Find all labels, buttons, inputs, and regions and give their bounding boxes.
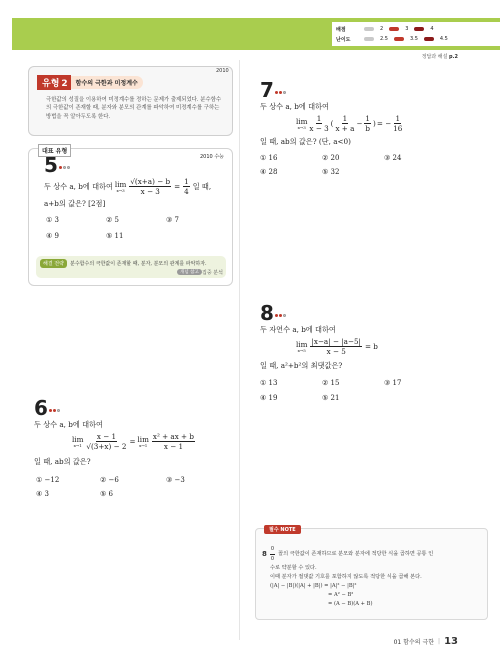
q6-option-1[interactable]: ① −12 [36,476,60,484]
q8-option-3[interactable]: ③ 17 [384,379,402,387]
q7-formula: lim x→3 $\frac{1}{x - 3}$ ( $\frac{1}{x + a}$ − $\frac{1}{b}$ ) = − $\frac{1}{16}$ [296,114,403,133]
q7-option-4[interactable]: ④ 28 [260,168,278,176]
q6-stem-2: 일 때, ab의 값은? [34,457,91,466]
q8-option-2[interactable]: ② 15 [322,379,340,387]
note-number: 8 [262,550,267,558]
q8-stem: 두 자연수 a, b에 대하여 [260,325,336,334]
score-label: 배점 [336,26,346,33]
q7-stem: 두 상수 a, b에 대하여 [260,102,329,111]
q6-option-3[interactable]: ③ −3 [166,476,185,484]
q7-option-2[interactable]: ② 20 [322,154,340,162]
representative-tag: 대표 유형 [38,144,71,157]
hint-text-2: 집중 분석 [202,270,223,276]
q7-number: 7 [260,78,286,102]
note-content: 8 $\frac{0}{0}$ 꼴의 극한값이 존재하므로 분모와 분자에 적당한 식을 곱하면 공통 인 수로 약분할 수 있다. 이때 분자가 절댓값 기호를 포함하지 않도록 적당한 식을 곱해 본다. (|A| − |B|)(|A| + |B|) = |A|² − |B|² = A² − B² = (A − B)(A + B) [262,546,434,607]
q6-option-4[interactable]: ④ 3 [36,490,49,498]
q7-option-3[interactable]: ③ 24 [384,154,402,162]
column-divider [239,60,240,640]
q5-option-4[interactable]: ④ 9 [46,232,59,240]
q5-option-2[interactable]: ② 5 [106,216,119,224]
q8-option-4[interactable]: ④ 19 [260,394,278,402]
hint-badge: 해결 전략 [40,259,67,268]
q5-option-1[interactable]: ① 3 [46,216,59,224]
q5-source: 2010 수능 [200,154,224,160]
q8-formula: lim x→5 $\frac{|x-a| - |a-5|}{x - 5}$ = b [296,337,378,356]
hint-text: 분수함수의 극한값이 존재할 때, 분자, 분모의 관계를 파악하자. [70,261,207,267]
type-title: 함수의 극한과 미정계수 [71,76,143,89]
q7-option-1[interactable]: ① 16 [260,154,278,162]
difficulty-label: 난이도 [336,36,351,43]
q8-option-1[interactable]: ① 13 [260,379,278,387]
hint-badge-2: 개념 참고 [177,269,202,275]
q6-formula: lim x→1 $\frac{x - 1}{√(3+x) - 2}$ = lim x→1 $\frac{\text{x² + ax + b}}{x - 1}$ [72,432,194,451]
q5-option-5[interactable]: ⑤ 11 [106,232,124,240]
type-year: 2010 [216,68,229,74]
q5-number: 5 [44,153,70,177]
q8-stem-2: 일 때, a²+b²의 최댓값은? [260,361,343,370]
page-footer: 01 함수의 극한 | 13 [393,636,458,647]
q5-option-3[interactable]: ③ 7 [166,216,179,224]
chapter-label: 01 함수의 극한 [393,639,435,646]
q5-stem: 두 상수 a, b에 대하여 lim x→3 $\frac{√(x+a) - b}{x - 3}$ = $\frac{1}{4}$ 일 때, [44,177,212,196]
q6-option-2[interactable]: ② −6 [100,476,119,484]
q6-option-5[interactable]: ⑤ 6 [100,490,113,498]
type-header [37,75,143,90]
q5-stem-2: a+b의 값은? [2점] [44,199,106,208]
q6-stem: 두 상수 a, b에 대하여 [34,420,103,429]
q8-number: 8 [260,301,286,325]
q8-option-5[interactable]: ⑤ 21 [322,394,340,402]
q7-stem-2: 일 때, ab의 값은? (단, a<0) [260,137,351,146]
note-tab: 필수 NOTE [264,525,301,534]
page-number: 13 [444,636,458,647]
type-badge: 유형 2 [37,75,71,90]
q7-option-5[interactable]: ⑤ 32 [322,168,340,176]
q5-hint [36,256,226,278]
q6-number: 6 [34,396,60,420]
type-description: 극한값의 성질을 이용하여 미정계수를 정하는 문제가 출제되었다. 분수함수의 극한값이 존재할 때, 분자와 분모의 관계를 파악하여 미정계수를 구하는 방법을 꼭 알아두도록 한다. [46,97,222,120]
level-legend: 배점 2 3 4 난이도 2.5 3.5 4.5 [332,22,500,46]
answer-reference: 정답과 해설 p.2 [421,54,458,60]
